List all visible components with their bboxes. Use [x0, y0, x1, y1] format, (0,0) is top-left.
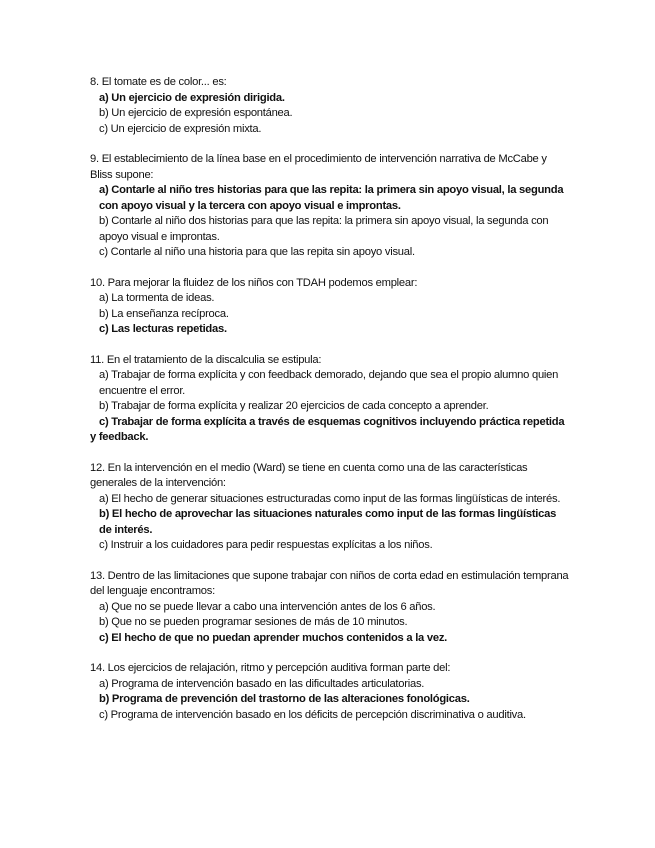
question-11	[90, 353, 570, 446]
question-12	[90, 461, 570, 554]
option-a: a) Programa de intervención basado en las dificultades articulatorias.	[99, 677, 425, 690]
question-stem: El establecimiento de la línea base en el procedimiento de intervención narrativa de McCabe y Bliss supone:	[90, 153, 547, 181]
question-text	[90, 353, 570, 369]
question-number: 9.	[90, 153, 99, 165]
option-b: b) La enseñanza recíproca.	[99, 307, 229, 320]
option-c: c) Las lecturas repetidas.	[99, 323, 227, 335]
question-14	[90, 661, 570, 723]
question-13	[90, 569, 570, 647]
question-stem: En la intervención en el medio (Ward) se tiene en cuenta como una de las características generales de la intervención:	[90, 461, 528, 489]
question-number: 14.	[90, 662, 105, 674]
option-b: b) Programa de prevención del trastorno de las alteraciones fonológicas.	[99, 693, 470, 705]
option-c: c) El hecho de que no puedan aprender muchos contenidos a la vez.	[99, 631, 448, 644]
option-b: b) Que no se pueden programar sesiones de más de 10 minutos.	[99, 616, 408, 628]
option-a: a) La tormenta de ideas.	[99, 292, 215, 304]
option-b: b) Trabajar de forma explícita y realizar 20 ejercicios de cada concepto a aprender.	[99, 400, 489, 412]
question-number: 12.	[90, 461, 105, 474]
question-stem: Los ejercicios de relajación, ritmo y percepción auditiva forman parte del:	[107, 662, 451, 674]
question-stem: Dentro de las limitaciones que supone trabajar con niños de corta edad en estimulación temprana del lenguaje encontramos:	[90, 569, 569, 597]
question-number: 11.	[90, 353, 104, 366]
question-text	[90, 661, 570, 677]
option-b: b) Contarle al niño dos historias para que las repita: la primera sin apoyo visual, la segunda con apoyo visual e improntas.	[99, 215, 549, 243]
option-c: c) Un ejercicio de expresión mixta.	[99, 122, 262, 135]
question-stem: En el tratamiento de la discalculia se estipula:	[106, 353, 322, 366]
option-a: a) Trabajar de forma explícita y con feedback demorado, dejando que sea el propio alumno quien encuentre el error.	[99, 369, 559, 397]
document-page	[90, 75, 570, 738]
option-a: a) Contarle al niño tres historias para que las repita: la primera sin apoyo visual, la segunda con apoyo visual y la tercera con apoyo visual e improntas.	[99, 184, 564, 212]
question-text	[90, 569, 570, 600]
question-text	[90, 152, 570, 183]
question-number: 8.	[90, 76, 99, 88]
question-10	[90, 276, 570, 338]
question-stem: El tomate es de color... es:	[101, 76, 227, 88]
option-a: a) El hecho de generar situaciones estructuradas como input de las formas lingüísticas de interés.	[99, 492, 561, 505]
option-a: a) Un ejercicio de expresión dirigida.	[99, 91, 285, 104]
option-c: c) Programa de intervención basado en los déficits de percepción discriminativa o auditiva.	[99, 708, 526, 721]
option-a: a) Que no se puede llevar a cabo una intervención antes de los 6 años.	[99, 600, 436, 613]
question-9	[90, 152, 570, 261]
option-c: c) Trabajar de forma explícita a través de esquemas cognitivos incluyendo práctica repetida y feedback.	[90, 415, 565, 443]
option-c: c) Contarle al niño una historia para que las repita sin apoyo visual.	[99, 246, 415, 258]
option-c: c) Instruir a los cuidadores para pedir respuestas explícitas a los niños.	[99, 539, 433, 551]
option-b: b) Un ejercicio de expresión espontánea.	[99, 107, 293, 119]
question-text	[90, 461, 570, 492]
question-text	[90, 276, 570, 292]
question-text	[90, 75, 570, 91]
option-b: b) El hecho de aprovechar las situaciones naturales como input de las formas lingüísticas de interés.	[99, 508, 557, 536]
question-number: 13.	[90, 569, 105, 582]
question-stem: Para mejorar la fluidez de los niños con TDAH podemos emplear:	[107, 276, 418, 289]
question-8	[90, 75, 570, 137]
question-number: 10.	[90, 276, 105, 289]
